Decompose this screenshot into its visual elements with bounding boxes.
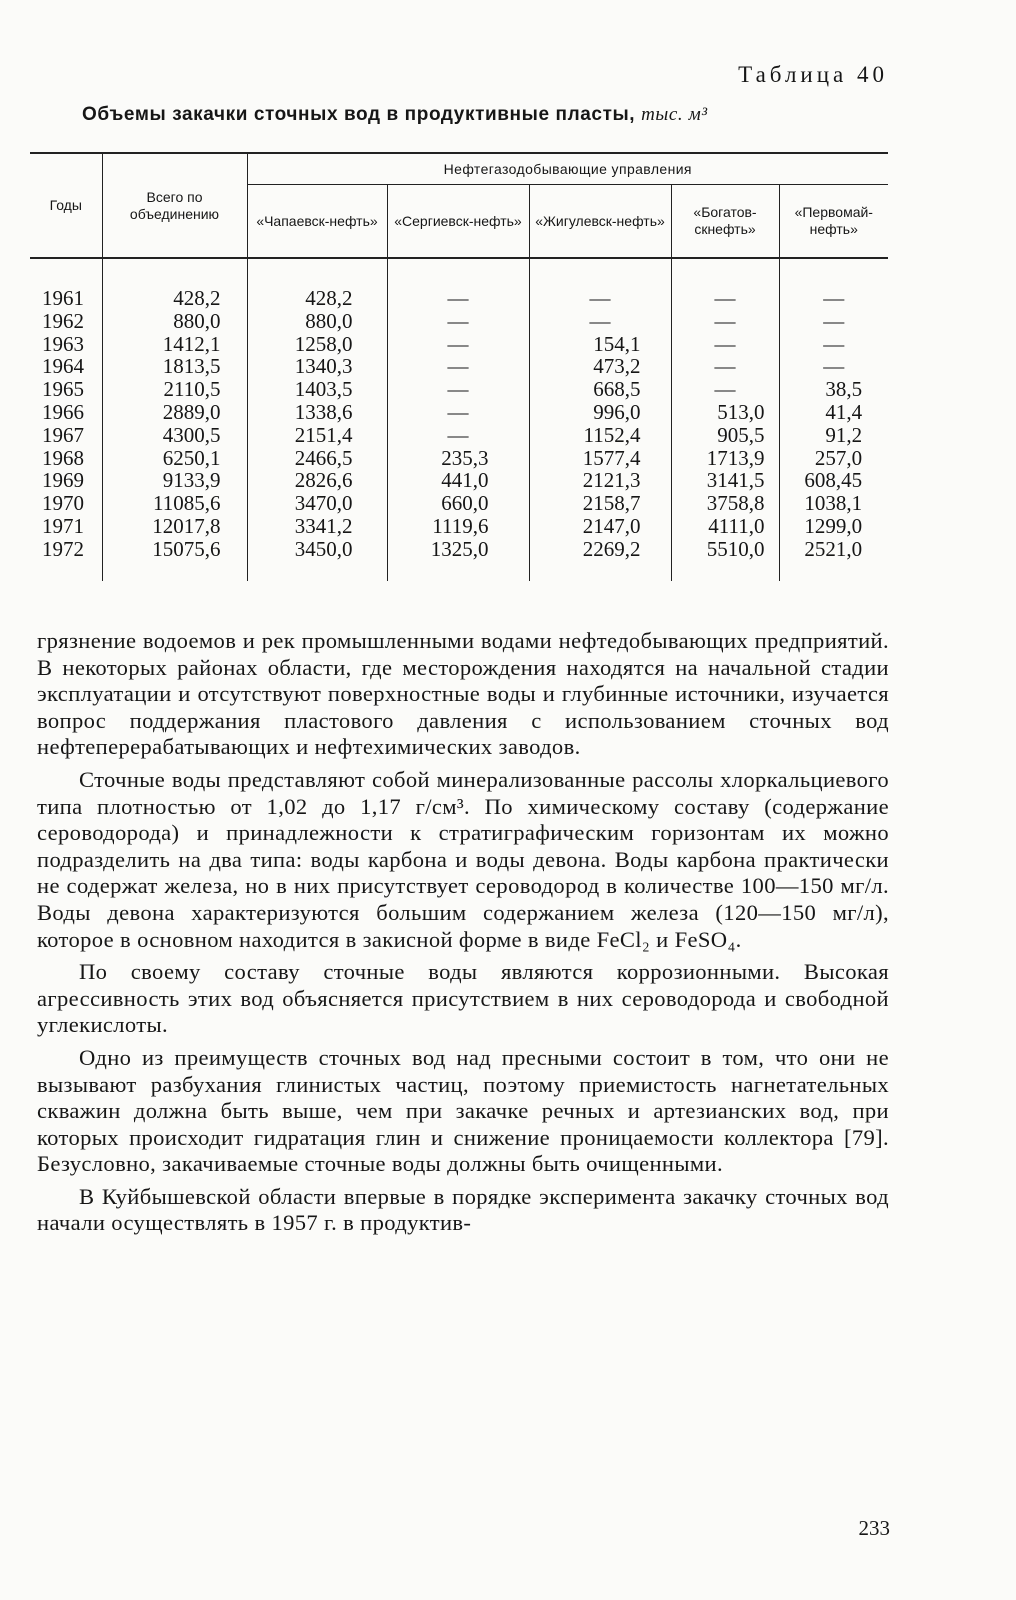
cell-value: — xyxy=(387,401,529,424)
paragraph: В Куйбышевской области впервые в порядке эксперимента закачку сточных вод начали осуществлять в 1957 г. в продуктив- xyxy=(37,1183,889,1236)
cell-value: 3141,5 xyxy=(671,469,779,492)
table-row xyxy=(30,310,888,333)
table-row xyxy=(30,447,888,470)
cell-value: 2147,0 xyxy=(529,515,671,538)
cell-year: 1965 xyxy=(42,377,84,402)
table-row xyxy=(30,492,888,515)
cell-value: — xyxy=(779,287,888,310)
table-title xyxy=(82,104,922,126)
table-row xyxy=(30,401,888,424)
cell-value: 154,1 xyxy=(529,333,671,356)
cell-value: 11085,6 xyxy=(102,492,247,515)
cell-value: 2521,0 xyxy=(779,538,888,581)
table-row xyxy=(30,355,888,378)
cell-year: 1971 xyxy=(42,513,84,538)
cell-year: 1967 xyxy=(42,422,84,447)
cell-value: 9133,9 xyxy=(102,469,247,492)
cell-value: 1577,4 xyxy=(529,447,671,470)
table-title-text: Объемы закачки сточных вод в продуктивные пласты, xyxy=(82,104,636,125)
header-pervomayneft: «Первомай-нефть» xyxy=(779,185,888,259)
page-number: 233 xyxy=(858,1516,890,1540)
header-years: Годы xyxy=(49,197,82,213)
cell-value: 38,5 xyxy=(779,378,888,401)
cell-year: 1968 xyxy=(42,445,84,470)
cell-year: 1966 xyxy=(42,399,84,424)
header-zhigulevskneft: «Жигулевск-нефть» xyxy=(529,185,671,259)
cell-value: 3758,8 xyxy=(671,492,779,515)
cell-value: 2151,4 xyxy=(247,424,387,447)
cell-value: — xyxy=(387,287,529,310)
cell-value: 3341,2 xyxy=(247,515,387,538)
cell-value: 1813,5 xyxy=(102,355,247,378)
cell-value: 2826,6 xyxy=(247,469,387,492)
cell-value: 668,5 xyxy=(529,378,671,401)
cell-year: 1963 xyxy=(42,331,84,356)
cell-value: — xyxy=(671,310,779,333)
cell-value: — xyxy=(779,310,888,333)
injection-volumes-table xyxy=(30,152,888,581)
cell-year: 1961 xyxy=(42,286,84,310)
cell-value: — xyxy=(671,378,779,401)
cell-value: 2269,2 xyxy=(529,538,671,581)
cell-value: 1403,5 xyxy=(247,378,387,401)
paragraph: Сточные воды представляют собой минерализованные рассолы хлоркальциевого типа плотностью от 1,02 до 1,17 г/см³. По химическому составу (содержание сероводорода) и принадлежности к стратиграфическим горизонтам их можно подразделить на два типа: воды карбона и воды девона. Воды карбона практически не содержат железа, но в них присутствует сероводород в количестве 100—150 мг/л. Воды девона характеризуются большим содержанием железа (120—150 мг/л), которое в основном находится в закисной форме в виде FeCl₂ и FeSO₄. xyxy=(37,766,889,952)
cell-value: — xyxy=(779,333,888,356)
cell-value: — xyxy=(387,355,529,378)
cell-value: 1325,0 xyxy=(387,538,529,581)
header-chapaevskneft: «Чапаевск-нефть» xyxy=(247,185,387,259)
cell-value: 428,2 xyxy=(247,287,387,310)
cell-value: 91,2 xyxy=(779,424,888,447)
cell-value: — xyxy=(779,355,888,378)
cell-value: 4300,5 xyxy=(102,424,247,447)
cell-value: 608,45 xyxy=(779,469,888,492)
cell-value: 41,4 xyxy=(779,401,888,424)
table-row xyxy=(30,424,888,447)
cell-value: 880,0 xyxy=(102,310,247,333)
cell-value: 2158,7 xyxy=(529,492,671,515)
cell-value: — xyxy=(387,424,529,447)
cell-value: 2121,3 xyxy=(529,469,671,492)
cell-value: 3450,0 xyxy=(247,538,387,581)
cell-value: — xyxy=(529,310,671,333)
cell-value: — xyxy=(387,310,529,333)
cell-value: 2110,5 xyxy=(102,378,247,401)
cell-value: — xyxy=(529,287,671,310)
cell-value: 513,0 xyxy=(671,401,779,424)
cell-year: 1964 xyxy=(42,354,84,379)
cell-value: — xyxy=(671,287,779,310)
cell-value: 1038,1 xyxy=(779,492,888,515)
cell-value: 4111,0 xyxy=(671,515,779,538)
cell-value: 1258,0 xyxy=(247,333,387,356)
cell-value: 12017,8 xyxy=(102,515,247,538)
cell-value: 235,3 xyxy=(387,447,529,470)
header-total: Всего по объединению xyxy=(102,153,247,258)
table-row xyxy=(30,538,888,581)
cell-value: 1340,3 xyxy=(247,355,387,378)
cell-value: — xyxy=(387,378,529,401)
cell-value: — xyxy=(387,333,529,356)
cell-value: 441,0 xyxy=(387,469,529,492)
header-group-departments: Нефтегазодобывающие управления xyxy=(247,153,888,185)
table-title-unit: тыс. м³ xyxy=(641,104,708,125)
header-bogatovskneft: «Богатов-скнефть» xyxy=(671,185,779,259)
cell-value: 996,0 xyxy=(529,401,671,424)
cell-value: 1299,0 xyxy=(779,515,888,538)
cell-value: 1119,6 xyxy=(387,515,529,538)
cell-value: 3470,0 xyxy=(247,492,387,515)
paragraph: По своему составу сточные воды являются коррозионными. Высокая агрессивность этих вод объясняется присутствием в них сероводорода и свободной углекислоты. xyxy=(37,959,889,1038)
table-row xyxy=(30,287,888,310)
cell-year: 1970 xyxy=(42,491,84,516)
table-row xyxy=(30,515,888,538)
cell-value: 1152,4 xyxy=(529,424,671,447)
cell-year: 1969 xyxy=(42,468,84,493)
table-row xyxy=(30,378,888,401)
paragraph: грязнение водоемов и рек промышленными водами нефтедобывающих предприятий. В некоторых районах области, где месторождения находятся на начальной стадии эксплуатации и отсутствуют поверхностные воды и глубинные источники, изучается вопрос поддержания пластового давления с использованием сточных вод нефтеперерабатывающих и нефтехимических заводов. xyxy=(37,628,889,760)
cell-value: 2466,5 xyxy=(247,447,387,470)
cell-value: 880,0 xyxy=(247,310,387,333)
table-label: Таблица 40 xyxy=(738,62,888,87)
header-sergievskneft: «Сергиевск-нефть» xyxy=(387,185,529,259)
cell-year: 1972 xyxy=(42,536,84,561)
cell-value: — xyxy=(671,355,779,378)
cell-value: 5510,0 xyxy=(671,538,779,581)
cell-value: 1713,9 xyxy=(671,447,779,470)
paragraph: Одно из преимуществ сточных вод над пресными состоит в том, что они не вызывают разбухания глинистых частиц, поэтому приемистость нагнетательных скважин должна быть выше, чем при закачке речных и артезианских вод, при которых происходит гидратация глин и снижение проницаемости коллектора [79]. Безусловно, закачиваемые сточные воды должны быть очищенными. xyxy=(37,1044,889,1177)
cell-value: 257,0 xyxy=(779,447,888,470)
cell-value: 6250,1 xyxy=(102,447,247,470)
cell-year: 1962 xyxy=(42,308,84,333)
cell-value: 428,2 xyxy=(102,287,247,310)
cell-value: 905,5 xyxy=(671,424,779,447)
table-row xyxy=(30,333,888,356)
body-text xyxy=(37,628,889,1243)
cell-value: — xyxy=(671,333,779,356)
cell-value: 1338,6 xyxy=(247,401,387,424)
cell-value: 1412,1 xyxy=(102,333,247,356)
cell-value: 660,0 xyxy=(387,492,529,515)
cell-value: 15075,6 xyxy=(102,538,247,581)
cell-value: 2889,0 xyxy=(102,401,247,424)
table-row xyxy=(30,469,888,492)
cell-value: 473,2 xyxy=(529,355,671,378)
